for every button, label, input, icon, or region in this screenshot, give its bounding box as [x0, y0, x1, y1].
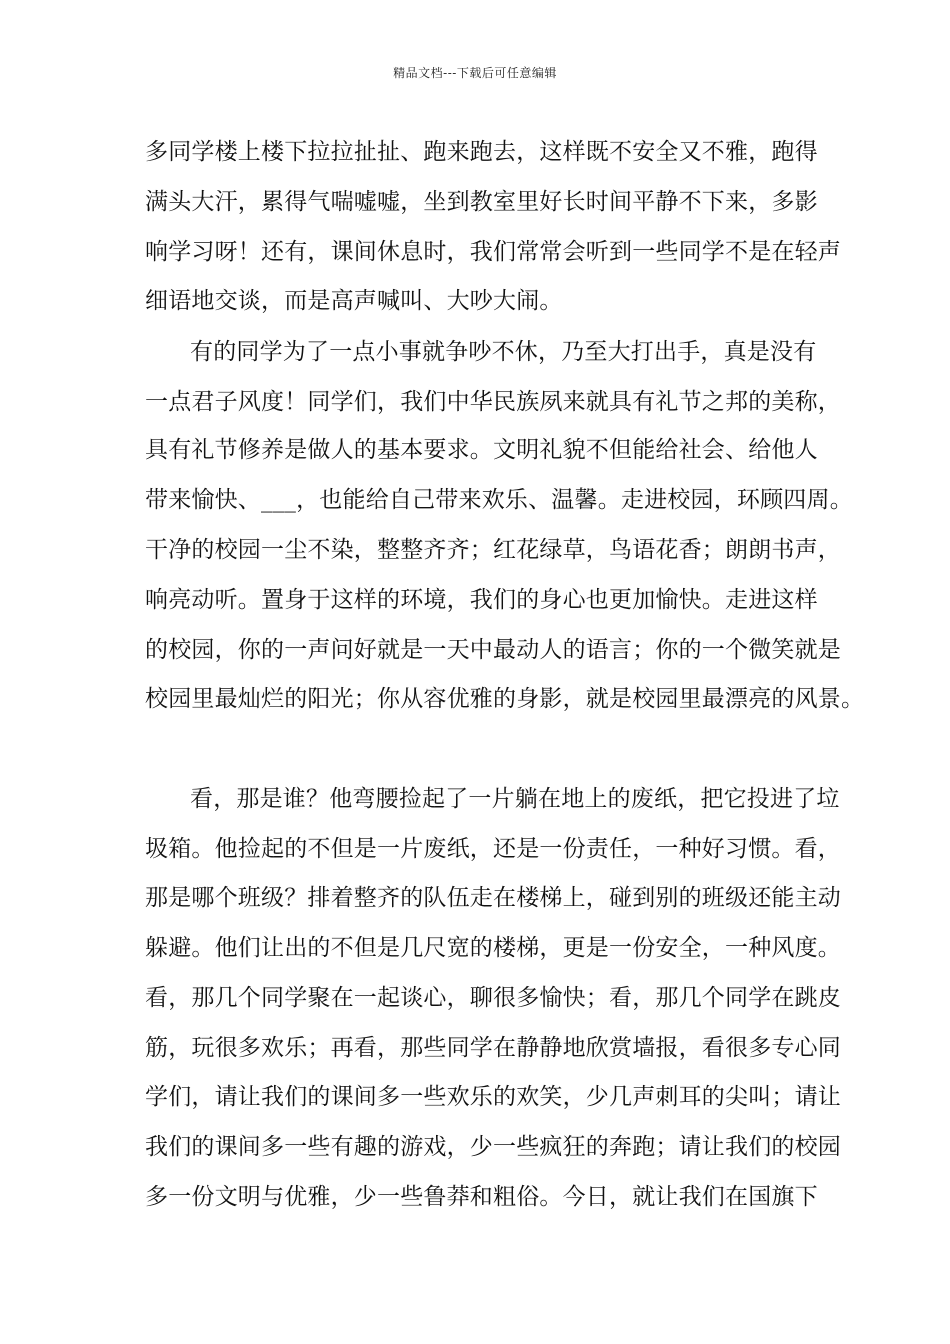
body-line: 看，那几个同学聚在一起谈心，聊很多愉快；看，那几个同学在跳皮: [145, 985, 841, 1011]
body-line: 带来愉快、___，也能给自己带来欢乐、温馨。走进校园，环顾四周。: [145, 487, 853, 513]
body-line: 我们的课间多一些有趣的游戏，少一些疯狂的奔跑；请让我们的校园: [145, 1134, 841, 1160]
body-line: 细语地交谈，而是高声喊叫、大吵大闹。: [145, 288, 563, 314]
body-line: 的校园，你的一声问好就是一天中最动人的语言；你的一个微笑就是: [145, 637, 841, 663]
page-header: 精品文档---下载后可任意编辑: [393, 66, 557, 80]
paragraph-start-line: 看，那是谁？他弯腰捡起了一片躺在地上的废纸，把它投进了垃: [190, 786, 840, 812]
body-line: 多一份文明与优雅，少一些鲁莽和粗俗。今日，就让我们在国旗下: [145, 1184, 818, 1210]
body-line: 具有礼节修养是做人的基本要求。文明礼貌不但能给社会、给他人: [145, 437, 818, 463]
body-line: 校园里最灿烂的阳光；你从容优雅的身影，就是校园里最漂亮的风景。: [145, 686, 865, 712]
body-line: 躲避。他们让出的不但是几尺宽的楼梯，更是一份安全，一种风度。: [145, 935, 841, 961]
body-line: 一点君子风度！同学们，我们中华民族夙来就具有礼节之邦的美称，: [145, 389, 841, 415]
body-line: 多同学楼上楼下拉拉扯扯、跑来跑去，这样既不安全又不雅，跑得: [145, 139, 818, 165]
body-line: 干净的校园一尘不染，整整齐齐；红花绿草，鸟语花香；朗朗书声，: [145, 537, 841, 563]
body-line: 响亮动听。置身于这样的环境，我们的身心也更加愉快。走进这样: [145, 587, 818, 613]
body-line: 筋，玩很多欢乐；再看，那些同学在静静地欣赏墙报，看很多专心同: [145, 1035, 841, 1061]
body-line: 学们，请让我们的课间多一些欢乐的欢笑，少几声刺耳的尖叫；请让: [145, 1084, 841, 1110]
body-line: 圾箱。他捡起的不但是一片废纸，还是一份责任，一种好习惯。看，: [145, 836, 841, 862]
body-line: 那是哪个班级？排着整齐的队伍走在楼梯上，碰到别的班级还能主动: [145, 885, 841, 911]
body-line: 响学习呀！还有，课间休息时，我们常常会听到一些同学不是在轻声: [145, 239, 841, 265]
paragraph-start-line: 有的同学为了一点小事就争吵不休，乃至大打出手，真是没有: [190, 339, 817, 365]
body-line: 满头大汗，累得气喘嘘嘘，坐到教室里好长时间平静不下来，多影: [145, 189, 818, 215]
